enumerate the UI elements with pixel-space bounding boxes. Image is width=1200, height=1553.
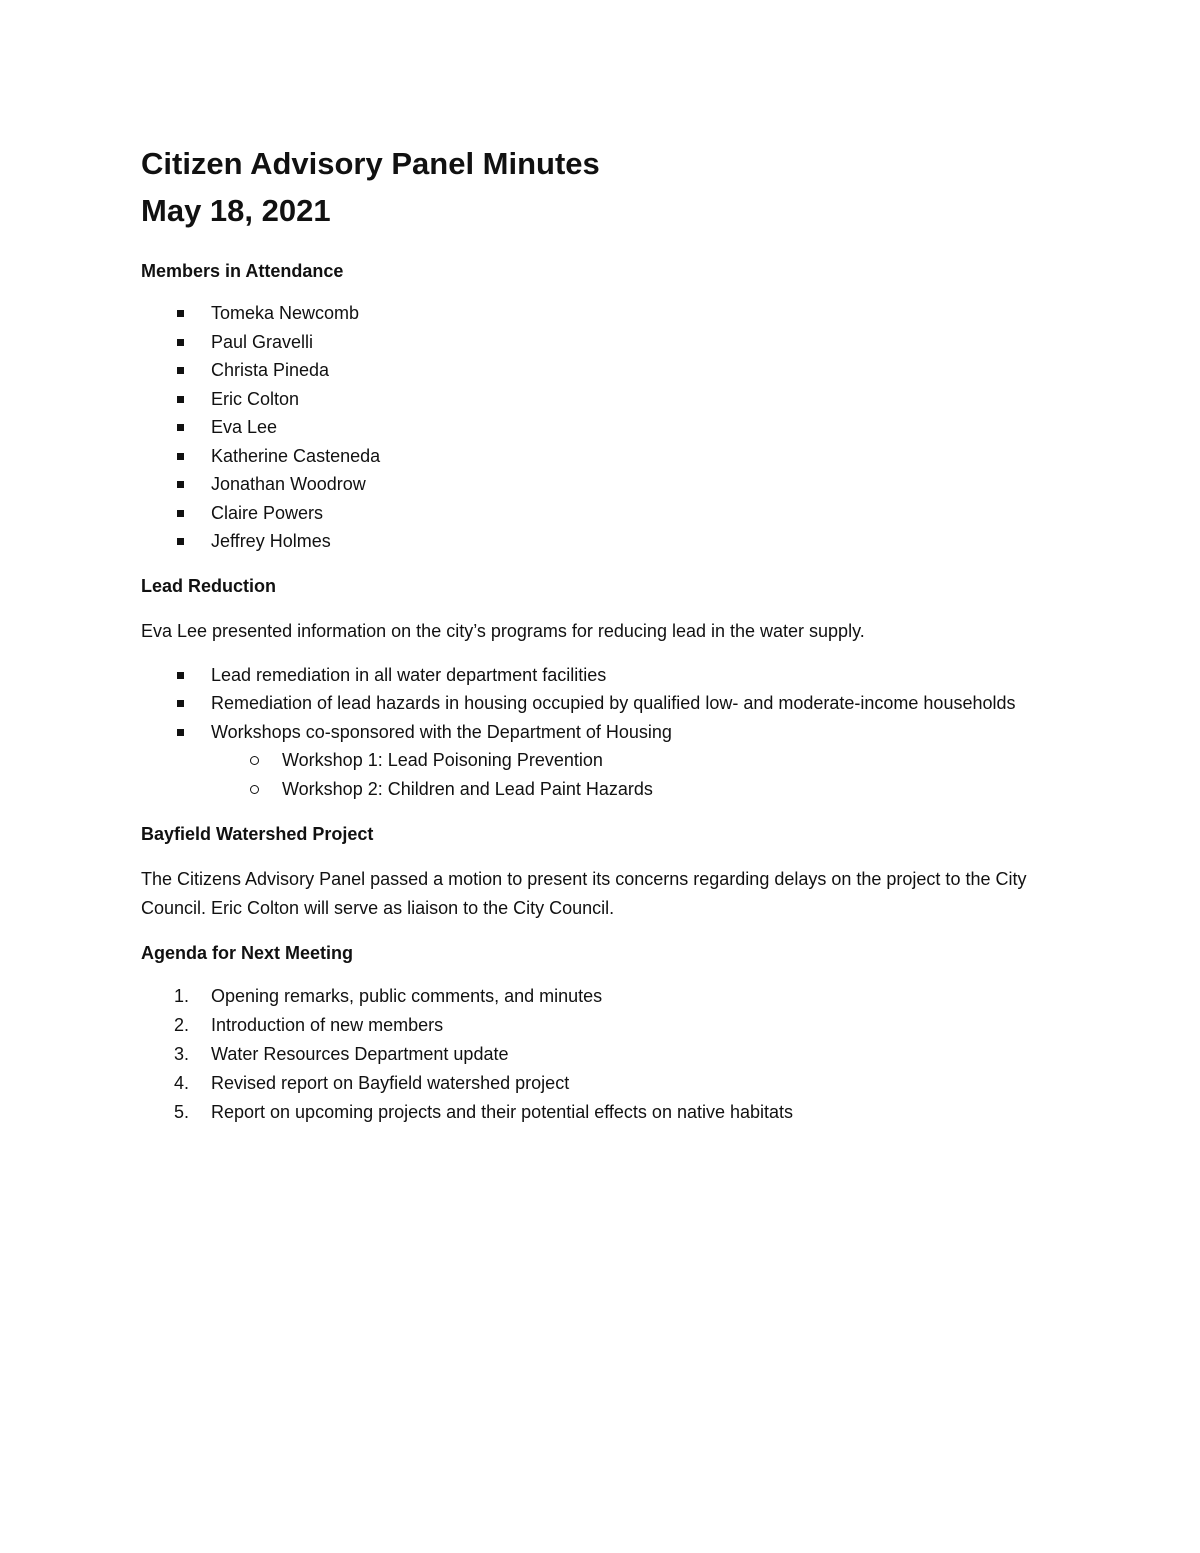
square-bullet-icon: [177, 729, 184, 736]
agenda-item: 5. Report on upcoming projects and their potential effects on native habitats: [174, 1102, 794, 1122]
member-item: Paul Gravelli: [141, 328, 1061, 357]
lead-item: Lead remediation in all water department facilities: [141, 661, 1061, 690]
square-bullet-icon: [177, 538, 184, 545]
workshop-item: Workshop 2: Children and Lead Paint Hazards: [141, 775, 1061, 804]
member-item: Claire Powers: [141, 499, 1061, 528]
lead-reduction-list: [141, 661, 1061, 805]
square-bullet-icon: [177, 424, 184, 431]
document-title: Citizen Advisory Panel Minutes: [141, 146, 600, 181]
agenda-list: [141, 982, 1061, 1127]
square-bullet-icon: [177, 481, 184, 488]
square-bullet-icon: [177, 700, 184, 707]
square-bullet-icon: [177, 310, 184, 317]
member-item: Katherine Casteneda: [141, 442, 1061, 471]
lead-reduction-heading: Lead Reduction: [141, 575, 277, 596]
agenda-item: 3. Water Resources Department update: [174, 1044, 509, 1064]
member-item: Eric Colton: [141, 385, 1061, 414]
square-bullet-icon: [177, 339, 184, 346]
agenda-item: 4. Revised report on Bayfield watershed project: [174, 1073, 570, 1093]
square-bullet-icon: [177, 510, 184, 517]
square-bullet-icon: [177, 672, 184, 679]
square-bullet-icon: [177, 367, 184, 374]
square-bullet-icon: [177, 396, 184, 403]
document-page: [141, 140, 1061, 1127]
attendance-list: [141, 299, 1061, 556]
member-item: Eva Lee: [141, 413, 1061, 442]
bayfield-text: The Citizens Advisory Panel passed a motion to present its concerns regarding delays on the project to the City Council. Eric Colton will serve as liaison to the City Council.: [141, 869, 1027, 918]
bayfield-heading: Bayfield Watershed Project: [141, 824, 374, 844]
agenda-heading: Agenda for Next Meeting: [141, 943, 354, 963]
workshop-item: Workshop 1: Lead Poisoning Prevention: [141, 746, 1061, 775]
member-item: Tomeka Newcomb: [141, 299, 1061, 328]
agenda-item: 1. Opening remarks, public comments, and minutes: [174, 986, 603, 1006]
agenda-item: 2. Introduction of new members: [174, 1015, 444, 1035]
circle-bullet-icon: [250, 756, 259, 765]
member-item: Jeffrey Holmes: [141, 527, 1061, 556]
member-item: Christa Pineda: [141, 356, 1061, 385]
attendance-heading: Members in Attendance: [141, 261, 344, 281]
member-item: Jonathan Woodrow: [141, 470, 1061, 499]
lead-item: Remediation of lead hazards in housing occupied by qualified low- and moderate-income households: [141, 689, 1061, 718]
document-date: May 18, 2021: [141, 193, 331, 228]
lead-item: Workshops co-sponsored with the Department of Housing Workshop 1: Lead Poisoning Prevention Workshop 2: Children and Lead Paint Hazards: [141, 718, 1061, 805]
square-bullet-icon: [177, 453, 184, 460]
workshop-sublist: [141, 746, 1061, 804]
circle-bullet-icon: [250, 785, 259, 794]
lead-reduction-intro: Eva Lee presented information on the city’s programs for reducing lead in the water supply.: [141, 620, 865, 641]
